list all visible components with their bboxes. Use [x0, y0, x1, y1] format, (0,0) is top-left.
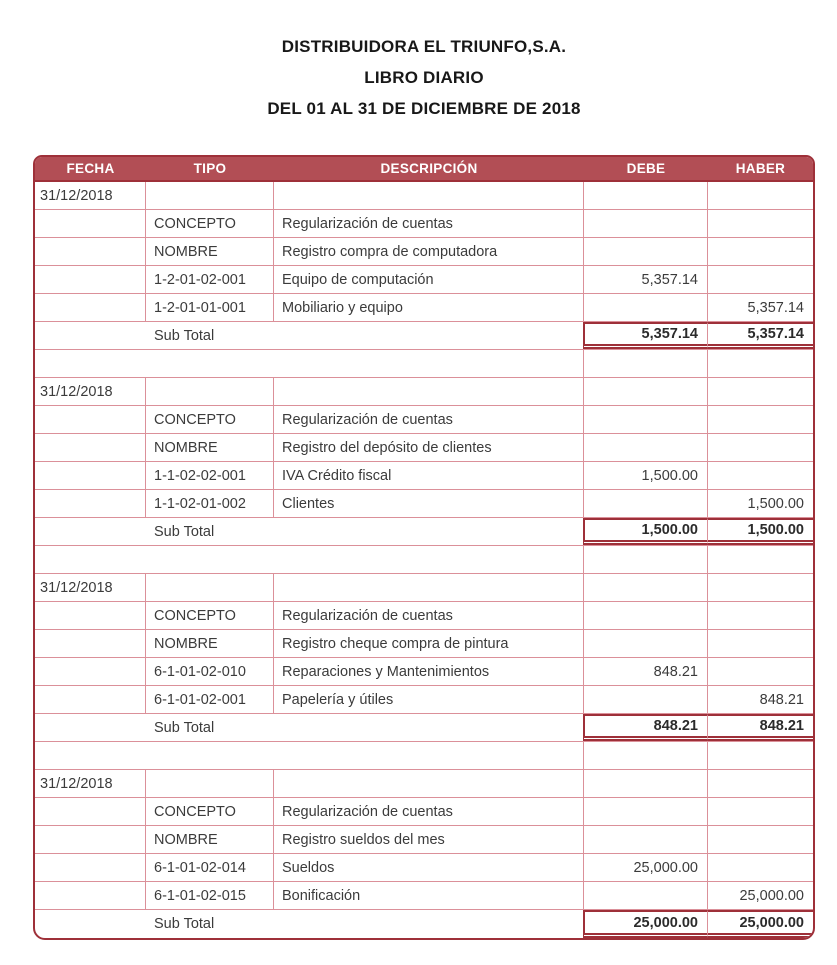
haber-amount: 25,000.00	[739, 887, 804, 904]
entry2-subtotal-row	[35, 518, 813, 546]
col-header-fecha: FECHA	[66, 161, 115, 176]
haber-amount: 1,500.00	[747, 495, 804, 512]
entry-date: 31/12/2018	[35, 574, 146, 601]
haber-amount	[708, 658, 813, 685]
empty-cell	[35, 546, 584, 573]
nombre-value: Registro compra de computadora	[274, 238, 584, 265]
empty-cell	[35, 602, 146, 629]
entry3-nombre-row	[35, 630, 813, 658]
subtotal-haber: 5,357.14	[708, 322, 813, 349]
entry1-line2-row	[35, 294, 813, 322]
empty-cell	[708, 350, 813, 377]
debe-amount	[584, 490, 708, 517]
entry2-line1-row	[35, 462, 813, 490]
empty-cell	[584, 826, 708, 853]
empty-cell	[35, 462, 146, 489]
debe-amount	[584, 294, 708, 321]
col-header-tipo: TIPO	[193, 161, 227, 176]
subtotal-haber: 25,000.00	[708, 910, 813, 938]
nombre-value: Registro cheque compra de pintura	[274, 630, 584, 657]
account-code: 1-2-01-02-001	[146, 266, 274, 293]
empty-cell	[584, 434, 708, 461]
subtotal-debe: 25,000.00	[583, 910, 708, 938]
concepto-value: Regularización de cuentas	[274, 210, 584, 237]
empty-cell	[708, 798, 813, 825]
subtotal-debe: 5,357.14	[583, 322, 708, 349]
empty-cell	[708, 630, 813, 657]
empty-cell	[35, 434, 146, 461]
nombre-label: NOMBRE	[146, 826, 274, 853]
entry1-line1-row	[35, 266, 813, 294]
empty-cell	[274, 574, 584, 601]
haber-amount	[708, 266, 813, 293]
nombre-label: NOMBRE	[146, 238, 274, 265]
empty-cell	[708, 546, 813, 573]
debe-amount: 1,500.00	[584, 462, 708, 489]
empty-cell	[708, 182, 813, 209]
account-description: IVA Crédito fiscal	[274, 462, 584, 489]
empty-cell	[35, 294, 146, 321]
account-code: 1-2-01-01-001	[146, 294, 274, 321]
empty-cell	[584, 546, 708, 573]
empty-cell	[708, 378, 813, 405]
entry4-concepto-row	[35, 798, 813, 826]
haber-amount	[708, 854, 813, 881]
empty-cell	[708, 406, 813, 433]
empty-cell	[35, 798, 146, 825]
haber-amount	[708, 462, 813, 489]
concepto-label: CONCEPTO	[146, 406, 274, 433]
empty-cell	[708, 574, 813, 601]
entry3-concepto-row	[35, 602, 813, 630]
empty-cell	[584, 406, 708, 433]
empty-cell	[708, 826, 813, 853]
nombre-value: Registro sueldos del mes	[274, 826, 584, 853]
entry4-line2-row	[35, 882, 813, 910]
account-description: Bonificación	[274, 882, 584, 909]
subtotal-label: Sub Total	[35, 322, 584, 349]
empty-cell	[584, 602, 708, 629]
entry3-line1-row	[35, 658, 813, 686]
empty-cell	[35, 686, 146, 713]
account-code: 1-1-02-01-002	[146, 490, 274, 517]
account-description: Sueldos	[274, 854, 584, 881]
nombre-label: NOMBRE	[146, 630, 274, 657]
empty-cell	[708, 238, 813, 265]
account-description: Reparaciones y Mantenimientos	[274, 658, 584, 685]
concepto-value: Regularización de cuentas	[274, 602, 584, 629]
empty-cell	[35, 238, 146, 265]
subtotal-haber: 848.21	[708, 714, 813, 741]
empty-cell	[35, 882, 146, 909]
entry1-concepto-row	[35, 210, 813, 238]
empty-cell	[146, 770, 274, 797]
subtotal-label: Sub Total	[35, 910, 584, 938]
entry1-date-row	[35, 182, 813, 210]
account-code: 1-1-02-02-001	[146, 462, 274, 489]
empty-cell	[35, 658, 146, 685]
empty-cell	[35, 266, 146, 293]
empty-cell	[146, 378, 274, 405]
entry2-line2-row	[35, 490, 813, 518]
report-titles	[33, 0, 815, 118]
subtotal-label: Sub Total	[35, 518, 584, 545]
spacer-row	[35, 742, 813, 770]
entry-date: 31/12/2018	[35, 770, 146, 797]
empty-cell	[35, 350, 584, 377]
entry2-concepto-row	[35, 406, 813, 434]
entry4-date-row	[35, 770, 813, 798]
empty-cell	[584, 210, 708, 237]
debe-amount: 5,357.14	[584, 266, 708, 293]
empty-cell	[35, 630, 146, 657]
empty-cell	[35, 854, 146, 881]
col-header-haber: HABER	[735, 161, 786, 176]
journal-table	[33, 155, 815, 940]
subtotal-label: Sub Total	[35, 714, 584, 741]
entry3-date-row	[35, 574, 813, 602]
empty-cell	[35, 490, 146, 517]
debe-amount: 25,000.00	[584, 854, 708, 881]
debe-amount	[584, 686, 708, 713]
entry4-subtotal-row	[35, 910, 813, 938]
empty-cell	[35, 742, 584, 769]
nombre-value: Registro del depósito de clientes	[274, 434, 584, 461]
empty-cell	[708, 742, 813, 769]
concepto-label: CONCEPTO	[146, 602, 274, 629]
empty-cell	[274, 182, 584, 209]
account-code: 6-1-01-02-015	[146, 882, 274, 909]
nombre-label: NOMBRE	[146, 434, 274, 461]
entry1-nombre-row	[35, 238, 813, 266]
account-code: 6-1-01-02-001	[146, 686, 274, 713]
subtotal-debe: 1,500.00	[583, 518, 708, 545]
empty-cell	[584, 574, 708, 601]
account-code: 6-1-01-02-010	[146, 658, 274, 685]
empty-cell	[274, 378, 584, 405]
empty-cell	[584, 742, 708, 769]
concepto-label: CONCEPTO	[146, 798, 274, 825]
empty-cell	[708, 770, 813, 797]
empty-cell	[584, 182, 708, 209]
empty-cell	[708, 602, 813, 629]
col-header-debe: DEBE	[626, 161, 666, 176]
entry2-date-row	[35, 378, 813, 406]
empty-cell	[584, 378, 708, 405]
subtotal-debe: 848.21	[583, 714, 708, 741]
concepto-value: Regularización de cuentas	[274, 406, 584, 433]
empty-cell	[584, 630, 708, 657]
account-description: Papelería y útiles	[274, 686, 584, 713]
empty-cell	[708, 434, 813, 461]
empty-cell	[584, 238, 708, 265]
concepto-label: CONCEPTO	[146, 210, 274, 237]
period-title: DEL 01 AL 31 DE DICIEMBRE DE 2018	[267, 99, 581, 118]
spacer-row	[35, 350, 813, 378]
subtotal-haber: 1,500.00	[708, 518, 813, 545]
entry1-subtotal-row	[35, 322, 813, 350]
account-description: Equipo de computación	[274, 266, 584, 293]
entry3-line2-row	[35, 686, 813, 714]
empty-cell	[274, 770, 584, 797]
haber-amount: 848.21	[759, 691, 804, 708]
entry2-nombre-row	[35, 434, 813, 462]
entry4-nombre-row	[35, 826, 813, 854]
empty-cell	[35, 210, 146, 237]
empty-cell	[584, 350, 708, 377]
table-header-row	[35, 157, 813, 182]
col-header-descripcion: DESCRIPCIÓN	[380, 161, 478, 176]
empty-cell	[146, 182, 274, 209]
debe-amount: 848.21	[584, 658, 708, 685]
account-description: Clientes	[274, 490, 584, 517]
empty-cell	[708, 210, 813, 237]
haber-amount: 5,357.14	[747, 299, 804, 316]
company-title: DISTRIBUIDORA EL TRIUNFO,S.A.	[281, 37, 567, 56]
empty-cell	[35, 406, 146, 433]
account-description: Mobiliario y equipo	[274, 294, 584, 321]
entry3-subtotal-row	[35, 714, 813, 742]
book-title: LIBRO DIARIO	[364, 68, 484, 87]
spacer-row	[35, 546, 813, 574]
concepto-value: Regularización de cuentas	[274, 798, 584, 825]
entry-date: 31/12/2018	[35, 378, 146, 405]
empty-cell	[146, 574, 274, 601]
entry-date: 31/12/2018	[35, 182, 146, 209]
empty-cell	[584, 798, 708, 825]
debe-amount	[584, 882, 708, 909]
empty-cell	[584, 770, 708, 797]
account-code: 6-1-01-02-014	[146, 854, 274, 881]
entry4-line1-row	[35, 854, 813, 882]
empty-cell	[35, 826, 146, 853]
